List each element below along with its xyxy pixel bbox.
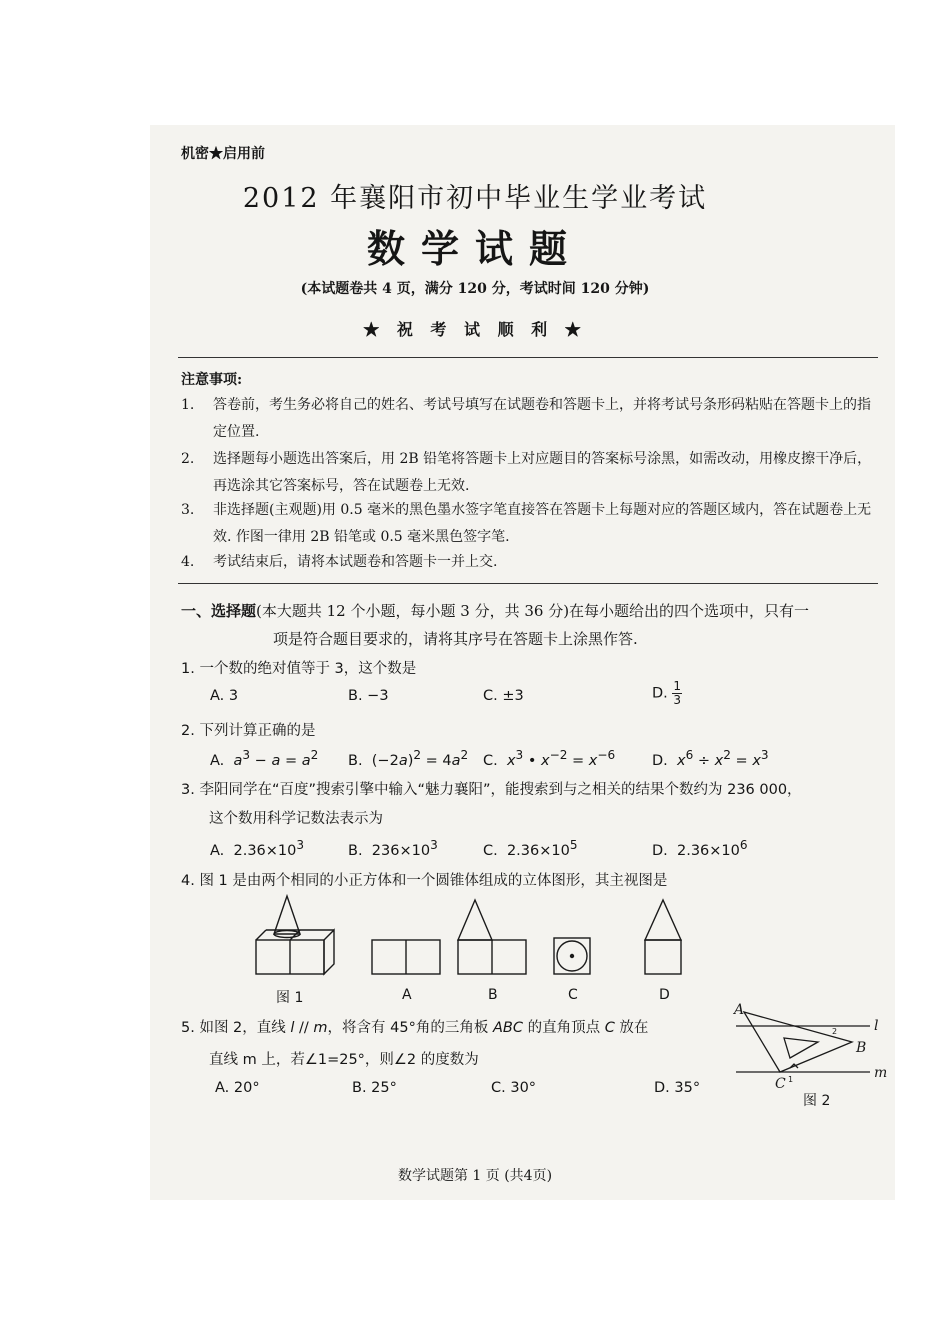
q1-option-d-label: D. (652, 685, 668, 702)
note-item-2 (181, 446, 881, 500)
q1-stem: 1. 一个数的绝对值等于 3，这个数是 (181, 661, 417, 677)
note-item-4 (181, 549, 881, 576)
q4-stem: 4. 图 1 是由两个相同的小正方体和一个圆锥体组成的立体图形，其主视图是 (181, 873, 668, 889)
q5-text: 放在 (614, 1020, 649, 1036)
q1-option-c: C. ±3 (483, 688, 524, 704)
svg-text:m: m (874, 1065, 888, 1081)
option-c-view (554, 938, 590, 974)
q5-option-d: D. 35° (654, 1080, 701, 1096)
note-text: 非选择题(主观题)用 0.5 毫米的黑色墨水签字笔直接答在答题卡上每题对应的答题区域内，答在试题卷上无效. 作图一律用 2B 铅笔或 0.5 毫米黑色签字笔. (213, 502, 872, 545)
figure-2-diagram (732, 1000, 892, 1090)
label-d: D (659, 987, 670, 1003)
confidential-label: 机密★启用前 (181, 146, 265, 162)
q2-option-c: C. $x^3$ • $x^{-2} = x^{-6}$ (483, 748, 616, 769)
q3-stem-line2: 这个数用科学记数法表示为 (209, 811, 383, 827)
figure-1-caption: 图 1 (276, 990, 304, 1006)
notes-heading: 注意事项: (181, 372, 243, 388)
page-footer: 数学试题第 1 页 (共4页) (397, 1168, 553, 1184)
note-text: 选择题每小题选出答案后，用 2B 铅笔将答题卡上对应题目的答案标号涂黑，如需改动，用橡皮擦干净后，再选涂其它答案标号，答在试题卷上无效. (213, 451, 872, 494)
q4-figures (250, 890, 700, 985)
q1-option-a: A. 3 (210, 688, 239, 704)
note-number: 4. (181, 554, 195, 570)
fraction-numerator: 1 (673, 679, 682, 693)
q1-option-b: B. −3 (348, 688, 389, 704)
q5-stem-line2: 直线 m 上，若∠1=25°，则∠2 的度数为 (209, 1052, 479, 1068)
note-item-1 (181, 392, 881, 446)
note-number: 1. (181, 397, 195, 413)
svg-text:1: 1 (788, 1075, 794, 1084)
section-label: 一、选择题 (181, 602, 257, 620)
label-b: B (488, 987, 498, 1003)
option-b-view (458, 900, 526, 974)
q2-option-a: A. $a^3 - a = a^2$ (210, 748, 319, 769)
q5-text: 的直角顶点 (522, 1020, 605, 1036)
note-number: 3. (181, 502, 195, 518)
q5-option-c: C. 30° (491, 1080, 537, 1096)
q1-option-d (652, 680, 682, 707)
svg-text:l: l (874, 1018, 879, 1034)
figure-2-caption: 图 2 (803, 1093, 831, 1109)
svg-text:C: C (775, 1076, 786, 1090)
q5-text: ，将含有 45°角的三角板 (327, 1020, 493, 1036)
q3-stem-line1: 3. 李阳同学在“百度”搜索引擎中输入“魅力襄阳”，能搜索到与之相关的结果个数约为 236 000， (181, 782, 802, 798)
good-luck-line: ★ 祝 考 试 顺 利 ★ (363, 320, 587, 339)
q2-stem: 2. 下列计算正确的是 (181, 723, 316, 739)
figure-1-solid (256, 896, 334, 974)
q3-option-b: B. $236\times 10^3$ (348, 838, 438, 859)
q5-stem-line1: 5. 如图 2，直线 l // m，将含有 45°角的三角板 ABC 的直角顶点 C 放在 (181, 1020, 649, 1036)
q3-option-d: D. $2.36\times 10^6$ (652, 838, 748, 859)
section-intro-line1 (181, 600, 809, 621)
note-text: 答卷前，考生务必将自己的姓名、考试号填写在试题卷和答题卡上，并将考试号条形码粘贴在答题卡上的指定位置. (213, 397, 871, 440)
note-item-3 (181, 497, 881, 551)
option-d-view (645, 900, 681, 974)
exam-info: (本试题卷共 4 页，满分 120 分，考试时间 120 分钟) (300, 281, 650, 297)
q3-option-a: A. $2.36\times 10^3$ (210, 838, 305, 859)
section-intro-line2: 项是符合题目要求的，请将其序号在答题卡上涂黑作答. (273, 630, 638, 648)
q2-option-b: B. $(-2a)^2 = 4a^2$ (348, 748, 469, 769)
section-instructions: (本大题共 12 个小题，每小题 3 分，共 36 分)在每小题给出的四个选项中，只有一 (256, 602, 810, 620)
q5-option-b: B. 25° (352, 1080, 397, 1096)
q1-option-d-fraction (672, 680, 682, 707)
q5-option-a: A. 20° (215, 1080, 260, 1096)
q3-option-c: C. $2.36\times 10^5$ (483, 838, 578, 859)
fraction-denominator: 3 (673, 693, 682, 707)
q2-option-d: D. $x^6 \div x^2 = x^3$ (652, 748, 769, 769)
exam-title: 2012 年襄阳市初中毕业生学业考试 (242, 183, 708, 214)
triangle-abc (744, 1012, 852, 1072)
option-a-view (372, 940, 440, 974)
note-number: 2. (181, 451, 195, 467)
svg-text:B: B (856, 1040, 867, 1056)
label-a: A (402, 987, 412, 1003)
divider-top (178, 357, 878, 358)
subject-title: 数学试题 (366, 226, 583, 271)
divider-bottom (178, 583, 878, 584)
label-c: C (568, 987, 578, 1003)
note-text: 考试结束后，请将本试题卷和答题卡一并上交. (213, 554, 498, 570)
triangle-inner (784, 1038, 818, 1058)
svg-text:A: A (734, 1002, 745, 1018)
svg-text:2: 2 (832, 1027, 838, 1036)
q5-text: 5. 如图 2，直线 (181, 1020, 291, 1036)
